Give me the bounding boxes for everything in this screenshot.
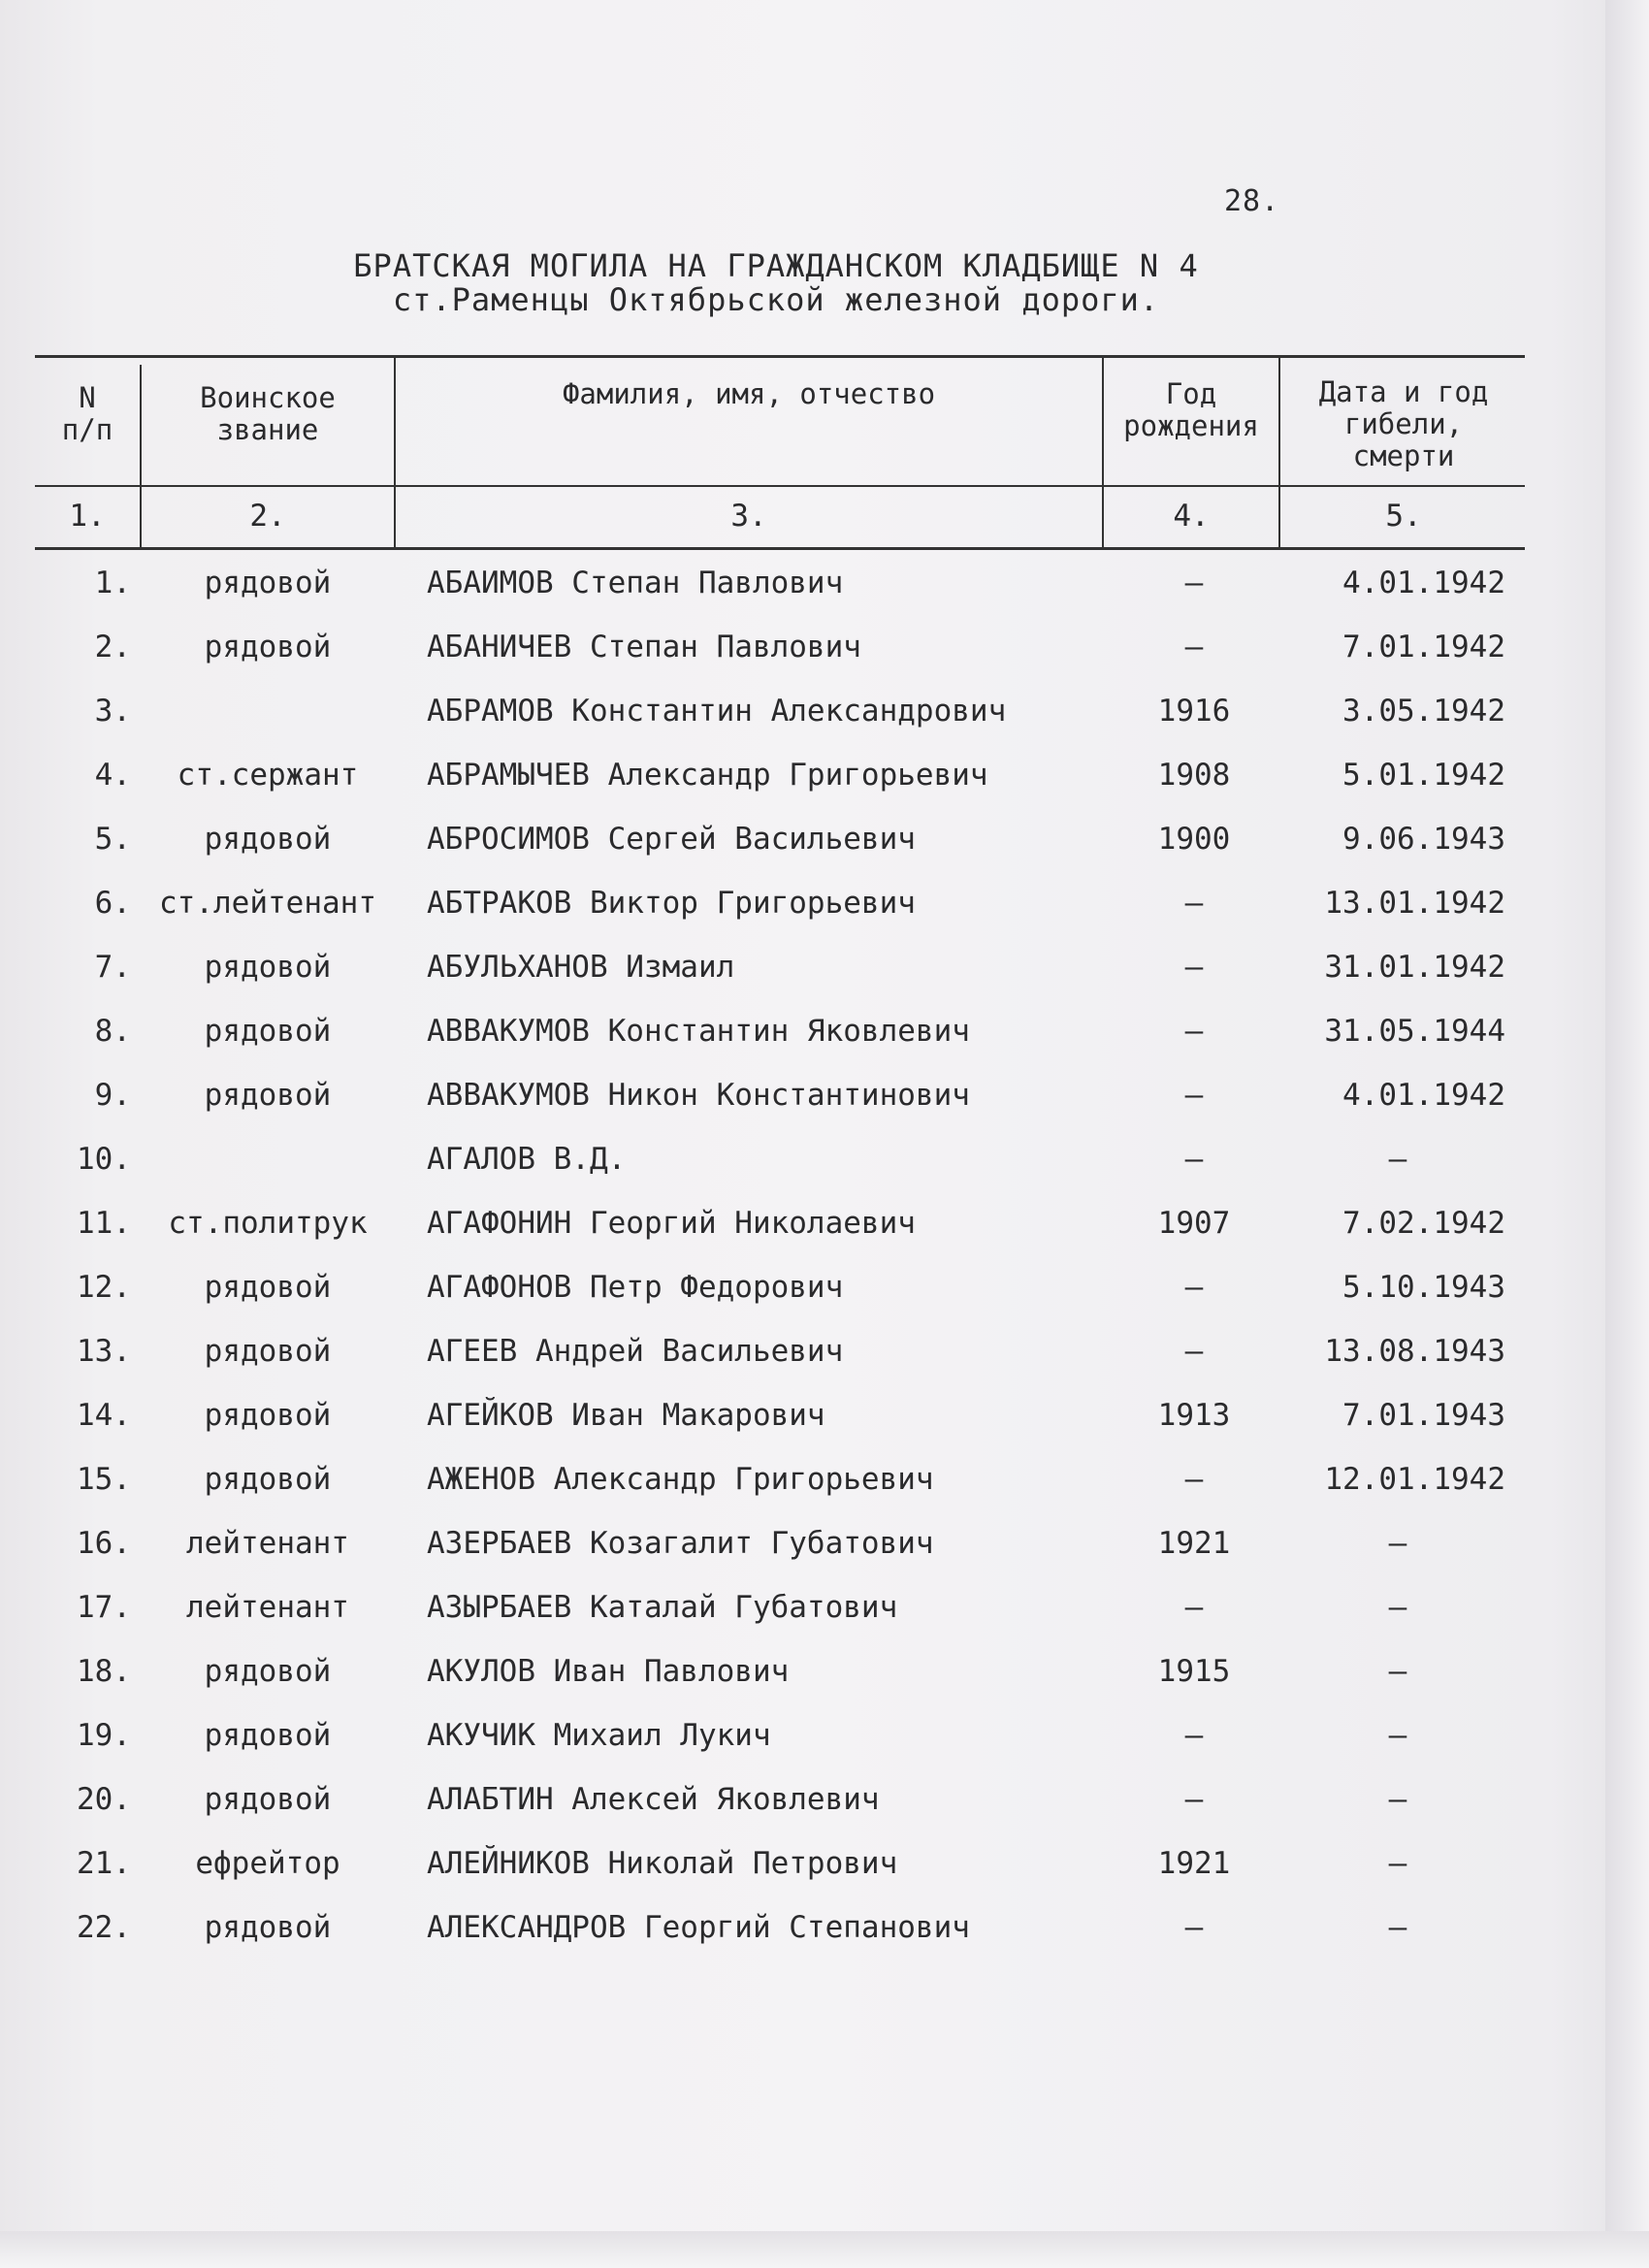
row-death-date: – — [1388, 1846, 1407, 1881]
row-birth-year: 1913 — [1157, 1398, 1231, 1433]
header-bottom-rule — [35, 485, 1525, 487]
row-full-name: АГЕЙКОВ Иван Макарович — [427, 1398, 825, 1433]
row-number: 10. — [77, 1142, 131, 1177]
row-birth-year: – — [1184, 1590, 1204, 1625]
row-full-name: АЖЕНОВ Александр Григорьевич — [427, 1462, 934, 1497]
row-rank: ст.сержант — [177, 758, 359, 793]
table-row — [0, 1398, 1552, 1441]
column-divider-2 — [394, 357, 396, 549]
row-rank: рядовой — [204, 822, 332, 857]
row-number: 1. — [94, 566, 131, 600]
row-rank: рядовой — [204, 1078, 332, 1113]
column-number: 1. — [69, 499, 106, 534]
row-birth-year: 1915 — [1157, 1654, 1231, 1689]
row-rank: ст.лейтенант — [159, 886, 376, 921]
row-death-date: – — [1388, 1782, 1407, 1817]
row-death-date: 5.01.1942 — [1342, 758, 1505, 793]
row-death-date: 4.01.1942 — [1342, 1078, 1505, 1113]
row-number: 21. — [77, 1846, 131, 1881]
table-row — [0, 1910, 1552, 1953]
column-number: 3. — [730, 499, 767, 534]
table-row — [0, 1526, 1552, 1569]
row-full-name: АБРОСИМОВ Сергей Васильевич — [427, 822, 916, 857]
header-col-birth-year: Год рождения — [1123, 377, 1259, 442]
row-number: 2. — [94, 630, 131, 664]
row-birth-year: – — [1184, 1782, 1204, 1817]
row-birth-year: – — [1184, 1142, 1204, 1177]
table-row — [0, 758, 1552, 800]
row-rank: лейтенант — [186, 1526, 349, 1561]
row-number: 4. — [94, 758, 131, 793]
row-full-name: АЗЕРБАЕВ Козагалит Губатович — [427, 1526, 934, 1561]
header-col-rank: Воинское звание — [200, 381, 336, 446]
row-full-name: АБАИМОВ Степан Павлович — [427, 566, 844, 600]
row-rank: лейтенант — [186, 1590, 349, 1625]
row-full-name: АБАНИЧЕВ Степан Павлович — [427, 630, 861, 664]
row-birth-year: 1908 — [1157, 758, 1231, 793]
row-number: 20. — [77, 1782, 131, 1817]
document-title: БРАТСКАЯ МОГИЛА НА ГРАЖДАНСКОМ КЛАДБИЩЕ N 4 — [353, 247, 1199, 284]
table-row — [0, 1718, 1552, 1761]
table-row — [0, 630, 1552, 672]
row-rank: рядовой — [204, 1270, 332, 1305]
page-number: 28. — [1224, 184, 1280, 218]
row-birth-year: 1921 — [1157, 1846, 1231, 1881]
row-full-name: АЛЕЙНИКОВ Николай Петрович — [427, 1846, 898, 1881]
row-birth-year: – — [1184, 950, 1204, 985]
row-rank: рядовой — [204, 950, 332, 985]
row-full-name: АКУЛОВ Иван Павлович — [427, 1654, 790, 1689]
row-number: 14. — [77, 1398, 131, 1433]
table-row — [0, 1206, 1552, 1248]
row-death-date: 13.08.1943 — [1324, 1334, 1505, 1369]
table-row — [0, 1270, 1552, 1312]
table-top-rule — [35, 355, 1525, 358]
row-rank: ефрейтор — [195, 1846, 340, 1881]
row-full-name: АВВАКУМОВ Константин Яковлевич — [427, 1014, 970, 1049]
row-death-date: 12.01.1942 — [1324, 1462, 1505, 1497]
row-full-name: АГАЛОВ В.Д. — [427, 1142, 627, 1177]
row-number: 19. — [77, 1718, 131, 1753]
row-death-date: – — [1388, 1654, 1407, 1689]
row-birth-year: – — [1184, 1014, 1204, 1049]
table-row — [0, 950, 1552, 992]
row-rank: рядовой — [204, 1334, 332, 1369]
row-full-name: АЛАБТИН Алексей Яковлевич — [427, 1782, 880, 1817]
row-death-date: 7.01.1943 — [1342, 1398, 1505, 1433]
row-birth-year: – — [1184, 1270, 1204, 1305]
row-number: 18. — [77, 1654, 131, 1689]
table-row — [0, 886, 1552, 928]
row-birth-year: – — [1184, 886, 1204, 921]
row-death-date: 9.06.1943 — [1342, 822, 1505, 857]
row-death-date: 31.05.1944 — [1324, 1014, 1505, 1049]
row-full-name: АГАФОНОВ Петр Федорович — [427, 1270, 844, 1305]
row-full-name: АГЕЕВ Андрей Васильевич — [427, 1334, 844, 1369]
row-number: 16. — [77, 1526, 131, 1561]
row-death-date: – — [1388, 1142, 1407, 1177]
row-birth-year: – — [1184, 1078, 1204, 1113]
row-birth-year: 1900 — [1157, 822, 1231, 857]
row-death-date: – — [1388, 1590, 1407, 1625]
row-rank: рядовой — [204, 1462, 332, 1497]
header-col-name: Фамилия, имя, отчество — [562, 377, 936, 410]
row-rank: рядовой — [204, 630, 332, 664]
row-birth-year: – — [1184, 1334, 1204, 1369]
row-birth-year: – — [1184, 1462, 1204, 1497]
row-full-name: АГАФОНИН Георгий Николаевич — [427, 1206, 916, 1241]
table-row — [0, 694, 1552, 736]
row-number: 3. — [94, 694, 131, 729]
scan-edge-right — [1605, 0, 1649, 2268]
row-birth-year: – — [1184, 1910, 1204, 1945]
column-number: 4. — [1173, 499, 1210, 534]
column-divider-4 — [1278, 357, 1280, 549]
row-rank: рядовой — [204, 1718, 332, 1753]
row-full-name: АЛЕКСАНДРОВ Георгий Степанович — [427, 1910, 970, 1945]
table-row — [0, 1334, 1552, 1377]
row-full-name: АБТРАКОВ Виктор Григорьевич — [427, 886, 916, 921]
row-full-name: АБРАМОВ Константин Александрович — [427, 694, 1007, 729]
table-row — [0, 1846, 1552, 1889]
table-row — [0, 1142, 1552, 1184]
row-number: 12. — [77, 1270, 131, 1305]
row-full-name: АВВАКУМОВ Никон Константинович — [427, 1078, 970, 1113]
row-number: 7. — [94, 950, 131, 985]
column-number: 2. — [249, 499, 286, 534]
column-divider-1 — [140, 365, 142, 549]
table-row — [0, 1462, 1552, 1505]
row-birth-year: 1916 — [1157, 694, 1231, 729]
row-rank: рядовой — [204, 1398, 332, 1433]
row-birth-year: 1921 — [1157, 1526, 1231, 1561]
row-death-date: 7.02.1942 — [1342, 1206, 1505, 1241]
row-birth-year: – — [1184, 630, 1204, 664]
row-birth-year: – — [1184, 566, 1204, 600]
column-divider-3 — [1102, 357, 1104, 549]
scan-edge-bottom — [0, 2231, 1649, 2268]
row-death-date: 4.01.1942 — [1342, 566, 1505, 600]
row-number: 17. — [77, 1590, 131, 1625]
row-number: 8. — [94, 1014, 131, 1049]
row-death-date: – — [1388, 1910, 1407, 1945]
table-row — [0, 1590, 1552, 1633]
row-number: 11. — [77, 1206, 131, 1241]
row-rank: рядовой — [204, 1014, 332, 1049]
row-rank: ст.политрук — [168, 1206, 368, 1241]
row-rank: рядовой — [204, 1910, 332, 1945]
table-row — [0, 1014, 1552, 1056]
table-row — [0, 1078, 1552, 1120]
table-row — [0, 1654, 1552, 1697]
row-rank: рядовой — [204, 1654, 332, 1689]
row-birth-year: 1907 — [1157, 1206, 1231, 1241]
row-death-date: 3.05.1942 — [1342, 694, 1505, 729]
row-number: 13. — [77, 1334, 131, 1369]
table-row — [0, 1782, 1552, 1825]
row-number: 9. — [94, 1078, 131, 1113]
row-full-name: АБРАМЫЧЕВ Александр Григорьевич — [427, 758, 988, 793]
row-rank: рядовой — [204, 566, 332, 600]
header-col-death-date: Дата и год гибели, смерти — [1318, 375, 1489, 472]
row-number: 22. — [77, 1910, 131, 1945]
table-row — [0, 566, 1552, 608]
row-death-date: 31.01.1942 — [1324, 950, 1505, 985]
document-subtitle: ст.Раменцы Октябрьской железной дороги. — [392, 281, 1160, 318]
column-number: 5. — [1385, 499, 1422, 534]
row-number: 5. — [94, 822, 131, 857]
row-full-name: АЗЫРБАЕВ Каталай Губатович — [427, 1590, 898, 1625]
numbers-bottom-rule — [35, 547, 1525, 550]
row-death-date: 13.01.1942 — [1324, 886, 1505, 921]
row-death-date: – — [1388, 1526, 1407, 1561]
table-row — [0, 822, 1552, 864]
row-full-name: АБУЛЬХАНОВ Измаил — [427, 950, 735, 985]
row-number: 6. — [94, 886, 131, 921]
row-number: 15. — [77, 1462, 131, 1497]
header-col-number: N п/п — [61, 381, 113, 446]
row-birth-year: – — [1184, 1718, 1204, 1753]
row-death-date: 5.10.1943 — [1342, 1270, 1505, 1305]
row-full-name: АКУЧИК Михаил Лукич — [427, 1718, 771, 1753]
row-death-date: 7.01.1942 — [1342, 630, 1505, 664]
row-death-date: – — [1388, 1718, 1407, 1753]
row-rank: рядовой — [204, 1782, 332, 1817]
